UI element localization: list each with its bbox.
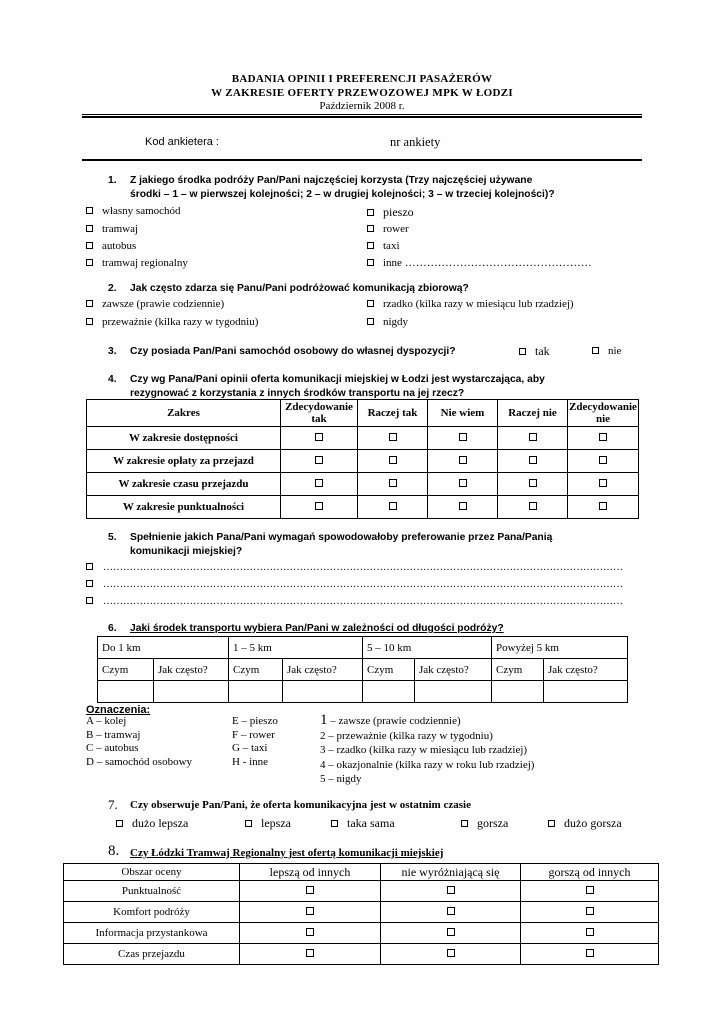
q6-answer-cell[interactable] bbox=[154, 681, 229, 703]
legend-frequency: 1 – zawsze (prawie codziennie) 2 – przeważnie (kilka razy w tygodniu) 3 – rzadko (kilka razy w miesiącu lub rzadziej) 4 – okazjonalnie (kilka razy w roku lub rzadziej) 5 – nigdy bbox=[320, 712, 535, 785]
checkbox-icon[interactable] bbox=[459, 479, 467, 487]
checkbox-icon[interactable] bbox=[315, 433, 323, 441]
checkbox-icon[interactable] bbox=[86, 300, 93, 307]
q6-sub-how: Jak często? bbox=[544, 659, 628, 681]
q8-row-label: Czas przejazdu bbox=[64, 944, 240, 965]
q4-row-label: W zakresie czasu przejazdu bbox=[87, 473, 281, 496]
q6-sub-how: Jak często? bbox=[154, 659, 229, 681]
checkbox-icon[interactable] bbox=[86, 563, 93, 570]
q6-range: 5 – 10 km bbox=[363, 637, 492, 659]
q5-number: 5. bbox=[108, 532, 117, 543]
checkbox-icon[interactable] bbox=[586, 907, 594, 915]
checkbox-icon[interactable] bbox=[586, 928, 594, 936]
q6-range: Powyżej 5 km bbox=[492, 637, 628, 659]
q5-answer-line[interactable]: ………………………………………………………………………………………………………………………………………… bbox=[86, 562, 642, 573]
checkbox-icon[interactable] bbox=[389, 502, 397, 510]
checkbox-icon[interactable] bbox=[447, 949, 455, 957]
table-row bbox=[64, 902, 659, 923]
checkbox-icon[interactable] bbox=[306, 907, 314, 915]
q1-option[interactable]: taxi bbox=[367, 240, 400, 252]
checkbox-icon[interactable] bbox=[529, 456, 537, 464]
q7-option[interactable]: dużo gorsza bbox=[548, 816, 622, 831]
q5-answer-line[interactable]: ………………………………………………………………………………………………………………………………………… bbox=[86, 579, 642, 590]
q8-header: lepszą od innych bbox=[240, 864, 381, 881]
checkbox-icon[interactable] bbox=[367, 300, 374, 307]
checkbox-icon[interactable] bbox=[245, 820, 252, 827]
q8-header: Obszar oceny bbox=[64, 864, 240, 881]
q2-option[interactable]: przeważnie (kilka razy w tygodniu) bbox=[86, 316, 258, 328]
q6-table bbox=[97, 636, 628, 703]
q4-text-1: Czy wg Pana/Pani opinii oferta komunikacji miejskiej w Łodzi jest wystarczająca, aby bbox=[130, 374, 545, 385]
q4-row-label: W zakresie punktualności bbox=[87, 496, 281, 519]
survey-title-line1: BADANIA OPINII I PREFERENCJI PASAŻERÓW bbox=[231, 73, 493, 85]
q5-text-1: Spełnienie jakich Pana/Pani wymagań spowodowałoby preferowanie przez Pana/Panią bbox=[130, 532, 553, 543]
checkbox-icon[interactable] bbox=[367, 209, 374, 216]
q7-option[interactable]: taka sama bbox=[331, 816, 395, 831]
q6-sub-what: Czym bbox=[492, 659, 544, 681]
checkbox-icon[interactable] bbox=[315, 502, 323, 510]
q8-header-row bbox=[64, 864, 659, 881]
checkbox-icon[interactable] bbox=[389, 456, 397, 464]
q7-option[interactable]: dużo lepsza bbox=[116, 816, 188, 831]
checkbox-icon[interactable] bbox=[586, 886, 594, 894]
survey-title-line2: W ZAKRESIE OFERTY PRZEWOZOWEJ MPK W ŁODZI bbox=[211, 87, 513, 99]
q4-header: Zdecydowanie nie bbox=[569, 401, 637, 425]
checkbox-icon[interactable] bbox=[306, 928, 314, 936]
checkbox-icon[interactable] bbox=[599, 502, 607, 510]
q6-range: Do 1 km bbox=[98, 637, 229, 659]
table-row bbox=[87, 450, 639, 473]
q6-answer-row bbox=[98, 681, 628, 703]
q5-text-2: komunikacji miejskiej? bbox=[130, 546, 243, 557]
checkbox-icon[interactable] bbox=[306, 949, 314, 957]
q6-text: Jaki środek transportu wybiera Pan/Pani w zależności od długości podróży? bbox=[130, 623, 504, 634]
checkbox-icon[interactable] bbox=[447, 886, 455, 894]
q8-row-label: Komfort podróży bbox=[64, 902, 240, 923]
q1-text-2: środki – 1 – w pierwszej kolejności; 2 – w drugiej kolejności; 3 – w trzeciej kolejności)? bbox=[130, 189, 555, 200]
q4-header-row bbox=[87, 400, 639, 427]
q7-text: Czy obserwuje Pan/Pani, że oferta komunikacyjna jest w ostatnim czasie bbox=[130, 799, 471, 811]
q1-option[interactable]: własny samochód bbox=[86, 205, 181, 217]
q4-header: Raczej tak bbox=[358, 400, 428, 427]
checkbox-icon[interactable] bbox=[86, 242, 93, 249]
q8-row-label: Punktualność bbox=[64, 881, 240, 902]
q4-number: 4. bbox=[108, 374, 117, 385]
q8-header: gorszą od innych bbox=[521, 864, 659, 881]
q6-answer-cell[interactable] bbox=[283, 681, 363, 703]
q1-option[interactable]: tramwaj bbox=[86, 223, 138, 235]
checkbox-icon[interactable] bbox=[86, 318, 93, 325]
checkbox-icon[interactable] bbox=[529, 502, 537, 510]
q6-sub-what: Czym bbox=[98, 659, 154, 681]
q2-option[interactable]: zawsze (prawie codziennie) bbox=[86, 298, 224, 310]
q3-option-no[interactable]: nie bbox=[592, 345, 621, 357]
checkbox-icon[interactable] bbox=[599, 433, 607, 441]
checkbox-icon[interactable] bbox=[86, 259, 93, 266]
checkbox-icon[interactable] bbox=[519, 348, 526, 355]
q6-sub-what: Czym bbox=[229, 659, 283, 681]
q4-header: Nie wiem bbox=[428, 400, 498, 427]
legend-modes-left: A – kolej B – tramwaj C – autobus D – samochód osobowy bbox=[86, 715, 193, 768]
q2-text: Jak często zdarza się Panu/Pani podróżować komunikacją zbiorową? bbox=[130, 283, 469, 294]
q6-sub-how: Jak często? bbox=[415, 659, 492, 681]
checkbox-icon[interactable] bbox=[529, 479, 537, 487]
table-row bbox=[64, 944, 659, 965]
q2-number: 2. bbox=[108, 283, 117, 294]
q1-option[interactable]: autobus bbox=[86, 240, 136, 252]
checkbox-icon[interactable] bbox=[116, 820, 123, 827]
checkbox-icon[interactable] bbox=[86, 597, 93, 604]
q6-answer-cell[interactable] bbox=[415, 681, 492, 703]
q6-answer-cell[interactable] bbox=[544, 681, 628, 703]
checkbox-icon[interactable] bbox=[599, 456, 607, 464]
checkbox-icon[interactable] bbox=[459, 502, 467, 510]
checkbox-icon[interactable] bbox=[592, 347, 599, 354]
q6-answer-cell[interactable] bbox=[98, 681, 154, 703]
q6-answer-cell[interactable] bbox=[363, 681, 415, 703]
q4-row-label: W zakresie opłaty za przejazd bbox=[87, 450, 281, 473]
checkbox-icon[interactable] bbox=[586, 949, 594, 957]
checkbox-icon[interactable] bbox=[331, 820, 338, 827]
q3-text: Czy posiada Pan/Pani samochód osobowy do własnej dyspozycji? bbox=[130, 346, 456, 357]
checkbox-icon[interactable] bbox=[389, 479, 397, 487]
table-row bbox=[64, 923, 659, 944]
q2-option[interactable]: nigdy bbox=[367, 316, 408, 328]
q7-option[interactable]: lepsza bbox=[245, 816, 291, 831]
checkbox-icon[interactable] bbox=[86, 225, 93, 232]
header-divider-thin bbox=[82, 114, 642, 115]
q1-option[interactable]: tramwaj regionalny bbox=[86, 257, 188, 269]
q1-number: 1. bbox=[108, 175, 117, 186]
q6-sub-how: Jak często? bbox=[283, 659, 363, 681]
q6-sub-what: Czym bbox=[363, 659, 415, 681]
q6-range-row bbox=[98, 637, 628, 659]
q1-option[interactable]: pieszo bbox=[367, 205, 414, 220]
checkbox-icon[interactable] bbox=[459, 456, 467, 464]
q6-answer-cell[interactable] bbox=[492, 681, 544, 703]
q8-text: Czy Łódzki Tramwaj Regionalny jest ofertą komunikacji miejskiej bbox=[130, 847, 444, 859]
checkbox-icon[interactable] bbox=[306, 886, 314, 894]
checkbox-icon[interactable] bbox=[367, 259, 374, 266]
checkbox-icon[interactable] bbox=[86, 207, 93, 214]
checkbox-icon[interactable] bbox=[447, 928, 455, 936]
checkbox-icon[interactable] bbox=[447, 907, 455, 915]
q1-option[interactable]: rower bbox=[367, 223, 409, 235]
q6-subheader-row bbox=[98, 659, 628, 681]
q4-row-label: W zakresie dostępności bbox=[87, 427, 281, 450]
checkbox-icon[interactable] bbox=[315, 479, 323, 487]
legend-modes-right: E – pieszo F – rower G – taxi H - inne bbox=[232, 715, 278, 768]
q6-range: 1 – 5 km bbox=[229, 637, 363, 659]
survey-date: Październik 2008 r. bbox=[319, 100, 405, 112]
q8-table bbox=[63, 863, 659, 965]
table-row bbox=[87, 496, 639, 519]
checkbox-icon[interactable] bbox=[367, 318, 374, 325]
q1-text-1: Z jakiego środka podróży Pan/Pani najczęściej korzysta (Trzy najczęściej używane bbox=[130, 175, 533, 186]
q7-number: 7. bbox=[108, 797, 118, 812]
q6-answer-cell[interactable] bbox=[229, 681, 283, 703]
checkbox-icon[interactable] bbox=[461, 820, 468, 827]
header-divider-thick bbox=[82, 116, 642, 118]
interviewer-code-label: Kod ankietera : bbox=[145, 136, 219, 148]
checkbox-icon[interactable] bbox=[389, 433, 397, 441]
q4-header: Raczej nie bbox=[498, 400, 568, 427]
checkbox-icon[interactable] bbox=[599, 479, 607, 487]
table-row bbox=[87, 473, 639, 496]
q3-option-yes[interactable]: tak bbox=[519, 344, 550, 359]
checkbox-icon[interactable] bbox=[548, 820, 555, 827]
checkbox-icon[interactable] bbox=[367, 225, 374, 232]
checkbox-icon[interactable] bbox=[315, 456, 323, 464]
q7-option[interactable]: gorsza bbox=[461, 816, 508, 831]
q1-option[interactable]: inne …………………………………………… bbox=[367, 257, 592, 269]
q5-answer-line[interactable]: ………………………………………………………………………………………………………………………………………… bbox=[86, 596, 642, 607]
survey-number-label: nr ankiety bbox=[390, 135, 441, 149]
q8-header: nie wyróżniającą się bbox=[381, 864, 521, 881]
q6-number: 6. bbox=[108, 623, 117, 634]
meta-divider bbox=[82, 159, 642, 161]
q4-header: Zakres bbox=[87, 400, 281, 427]
q3-number: 3. bbox=[108, 346, 117, 357]
checkbox-icon[interactable] bbox=[459, 433, 467, 441]
q8-row-label: Informacja przystankowa bbox=[64, 923, 240, 944]
q8-number: 8. bbox=[108, 843, 120, 859]
q4-header: Zdecydowanie tak bbox=[281, 400, 358, 427]
checkbox-icon[interactable] bbox=[367, 242, 374, 249]
legend-title: Oznaczenia: bbox=[86, 704, 151, 716]
q4-table bbox=[86, 399, 639, 519]
q4-text-2: rezygnować z korzystania z innych środków transportu na jej rzecz? bbox=[130, 388, 465, 399]
checkbox-icon[interactable] bbox=[529, 433, 537, 441]
checkbox-icon[interactable] bbox=[86, 580, 93, 587]
table-row bbox=[64, 881, 659, 902]
table-row bbox=[87, 427, 639, 450]
q2-option[interactable]: rzadko (kilka razy w miesiącu lub rzadziej) bbox=[367, 298, 574, 310]
